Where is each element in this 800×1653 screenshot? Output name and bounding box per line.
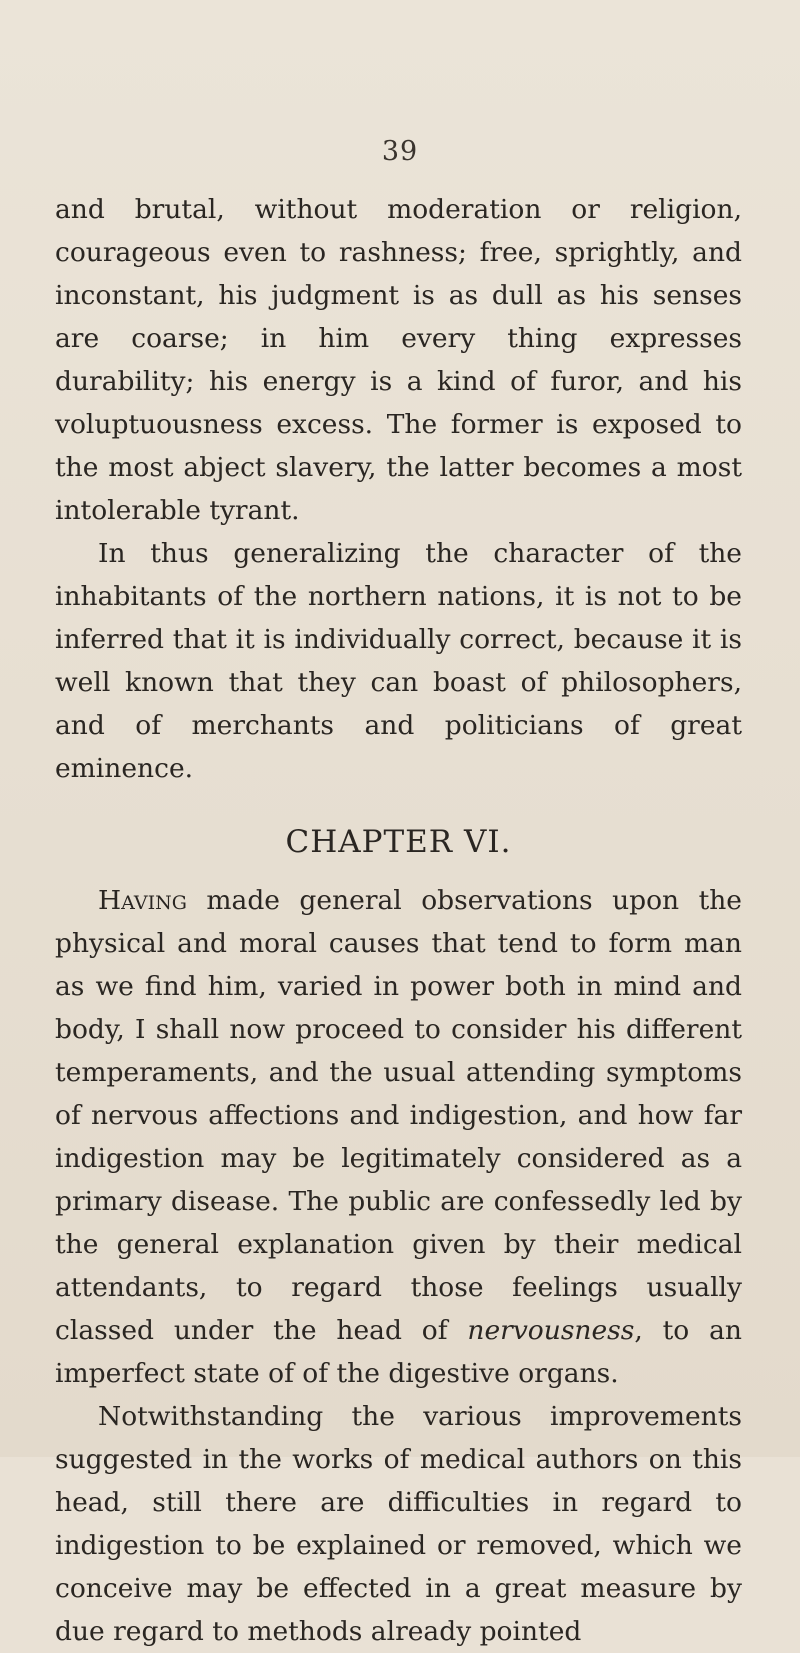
paragraph-text-part: , to an imperfect state of of the digestive organs. (55, 1315, 742, 1389)
paragraph-notwithstanding: Notwithstanding the various improvements suggested in the works of medical authors on this head, still there are difficulties in regard to indigestion to be explained or removed, which we conceive may be effected in a great measure by due regard to methods already pointed (55, 1401, 742, 1647)
paragraph-text-part: made general observations upon the physical and moral causes that tend to form man as we find him, varied in power both in mind and body, I shall now proceed to consider his different temperaments, and the usual attending symptoms of nervous affections and indigestion, and how far indigestion may be legitimately considered as a primary disease. The public are confessedly led by the general explanation given by their medical attendants, to regard those feelings usually classed under the head of (55, 885, 742, 1346)
paragraph-continued: and brutal, without moderation or religion, courageous even to rashness; free, sprightly, and inconstant, his judgment is as dull as his senses are coarse; in him every thing expresses durability; his energy is a kind of furor, and his voluptuousness excess. The former is exposed to the most abject slavery, the latter becomes a most intolerable tyrant. (55, 194, 742, 526)
page-body (55, 188, 742, 1653)
paragraph-lead-word: Having (98, 885, 187, 916)
page-number: 39 (381, 136, 419, 167)
italic-term: nervousness (467, 1315, 635, 1346)
paragraph-northern-nations: In thus generalizing the character of the inhabitants of the northern nations, it is not to be inferred that it is individually correct, because it is well known that they can boast of philosophers, and of merchants and politicians of great eminence. (55, 538, 742, 784)
chapter-heading: CHAPTER VI. (285, 824, 512, 860)
paragraph-chapter-opening (55, 879, 742, 1395)
